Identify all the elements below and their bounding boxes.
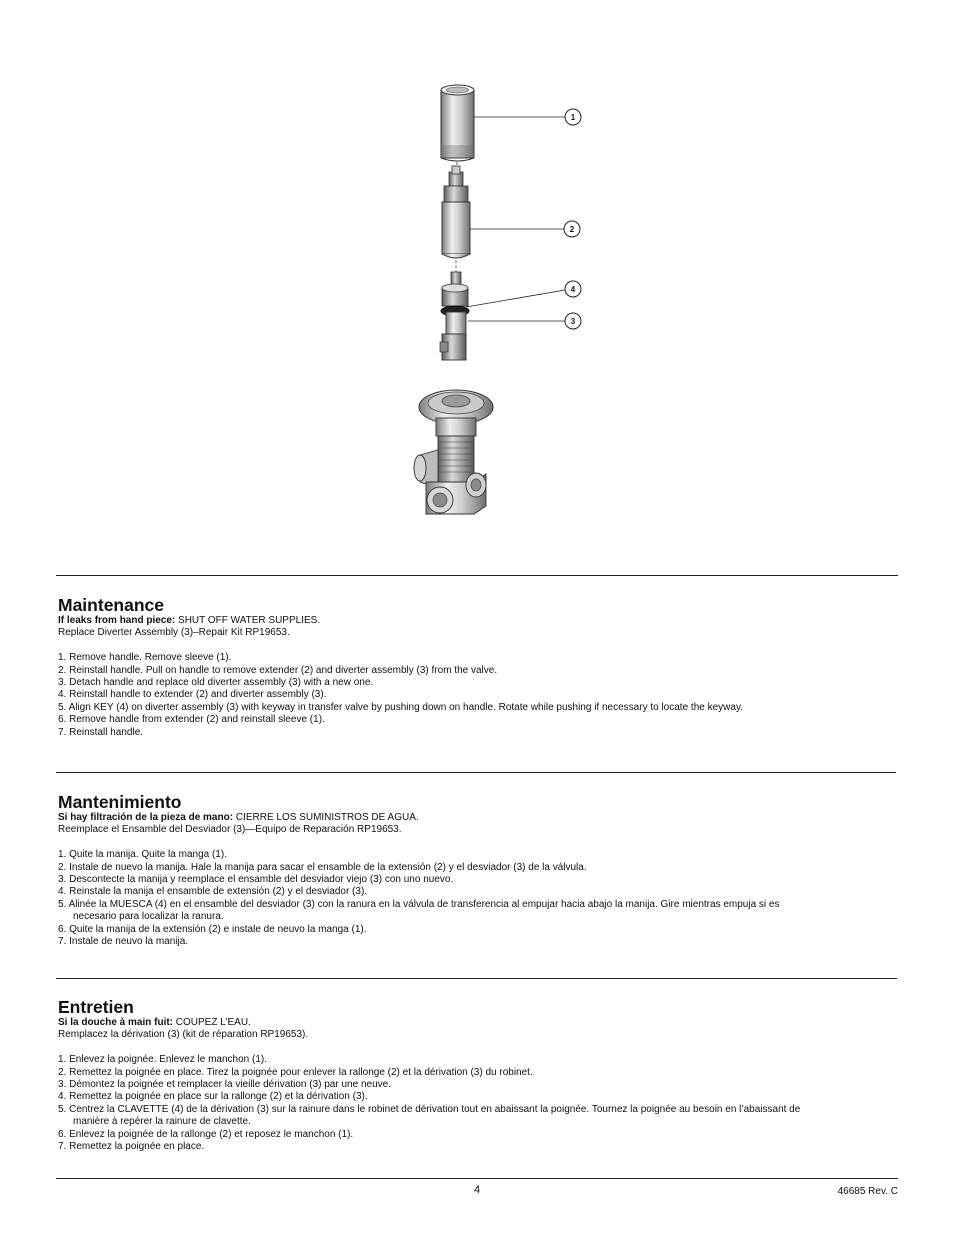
step-item: 1. Enlevez la poignée. Enlevez le manchon (1).: [58, 1054, 268, 1066]
step-item: 6. Quite la manija de la extensión (2) e instale de neuvo la manga (1).: [58, 923, 367, 935]
replace-note: Replace Diverter Assembly (3)–Repair Kit RP19653.: [58, 627, 290, 639]
entretien-section: [58, 997, 813, 1153]
callout-1-label: 1: [570, 113, 576, 122]
step-item: 4. Reinstale la manija el ensamble de extensión (2) y el desviador (3).: [58, 886, 368, 898]
step-item: 3. Démontez la poignée et remplacer la vieille dérivation (3) par une neuve.: [58, 1079, 391, 1091]
sleeve-part: [441, 85, 474, 161]
steps-list: [58, 849, 798, 948]
section-title: Maintenance: [58, 595, 164, 615]
step-item: 6. Enlevez la poignée de la rallonge (2) et reposez le manchon (1).: [58, 1128, 354, 1140]
divider-rule: [56, 978, 897, 979]
section-title: Mantenimiento: [58, 792, 182, 812]
callout-3-label: 3: [570, 317, 576, 326]
step-item: 7. Remettez la poignée en place.: [58, 1141, 205, 1153]
step-item: 7. Instale de neuvo la manija.: [58, 936, 189, 948]
warning-text: COUPEZ L’EAU.: [173, 1017, 251, 1028]
replace-note: Remplacez la dérivation (3) (kit de réparation RP19653).: [58, 1029, 309, 1041]
step-item: 5. Alinée la MUESCA (4) en el ensamble del desviador (3) con la ranura en la válvula de transferencia al empujar hacia abajo la manija. Gire mientras empuja si es necesario para localizar la ranura.: [58, 898, 780, 923]
divider-rule: [56, 575, 898, 576]
warning-line: [58, 1017, 813, 1029]
step-item: 4. Remettez la poignée en place sur la rallonge (2) et la dérivation (3).: [58, 1091, 368, 1103]
step-item: 3. Detach handle and replace old diverter assembly (3) with a new one.: [58, 677, 374, 689]
callout-2: [564, 221, 580, 237]
callout-1: [565, 109, 581, 125]
page-number: 4: [473, 1184, 481, 1196]
step-item: 2. Reinstall handle. Pull on handle to remove extender (2) and diverter assembly (3) from the valve.: [58, 664, 498, 676]
warning-text: CIERRE LOS SUMINISTROS DE AGUA.: [233, 812, 419, 823]
warning-line: [58, 615, 898, 627]
warning-line: [58, 812, 798, 824]
step-item: 5. Align KEY (4) on diverter assembly (3) with keyway in transfer valve by pushing down on handle. Rotate while pushing if necessary to locate the keyway.: [58, 701, 743, 713]
step-item: 6. Remove handle from extender (2) and reinstall sleeve (1).: [58, 714, 325, 726]
step-item: 7. Reinstall handle.: [58, 726, 144, 738]
exploded-parts-diagram: [0, 0, 954, 560]
section-title: Entretien: [58, 997, 134, 1017]
step-item: 5. Centrez la CLAVETTE (4) de la dérivation (3) sur la rainure dans le robinet de dérivation tout en abaissant la poignée. Tournez la poignée au besoin en l’abaissant de manière à repérer la rainure de clavette.: [58, 1103, 801, 1128]
extender-part: [442, 166, 470, 258]
callout-4-label: 4: [570, 285, 576, 294]
maintenance-section: [58, 595, 898, 739]
warning-label: Si hay filtración de la pieza de mano:: [58, 812, 234, 823]
steps-list: [58, 1054, 813, 1153]
document-number: 46685 Rev. C: [837, 1186, 898, 1197]
step-item: 1. Quite la manija. Quite la manga (1).: [58, 849, 227, 861]
callout-4: [565, 281, 581, 297]
mantenimiento-section: [58, 792, 798, 948]
warning-label: If leaks from hand piece:: [58, 615, 176, 626]
replace-note: Reemplace el Ensamble del Desviador (3)—Equipo de Reparación RP19653.: [58, 824, 402, 836]
callout-leader-lines: [466, 117, 565, 321]
warning-label: Si la douche à main fuit:: [58, 1017, 174, 1028]
warning-text: SHUT OFF WATER SUPPLIES.: [175, 615, 321, 626]
step-item: 4. Reinstall handle to extender (2) and diverter assembly (3).: [58, 689, 327, 701]
step-item: 3. Descontecte la manija y reemplace el ensamble del desviador viejo (3) con uno nuevo.: [58, 874, 454, 886]
transfer-valve-body: [414, 390, 493, 514]
steps-list: [58, 652, 898, 739]
callout-2-label: 2: [569, 225, 575, 234]
step-item: 1. Remove handle. Remove sleeve (1).: [58, 652, 232, 664]
diverter-assembly-part: [440, 272, 469, 360]
step-item: 2. Remettez la poignée en place. Tirez la poignée pour enlever la rallonge (2) et la dérivation (3) du robinet.: [58, 1066, 533, 1078]
callout-3: [565, 313, 581, 329]
divider-rule: [56, 772, 896, 773]
footer-rule: [56, 1178, 898, 1179]
step-item: 2. Instale de nuevo la manija. Hale la manija para sacar el ensamble de la extensión (2) y el desviador (3) de la válvula.: [58, 861, 587, 873]
